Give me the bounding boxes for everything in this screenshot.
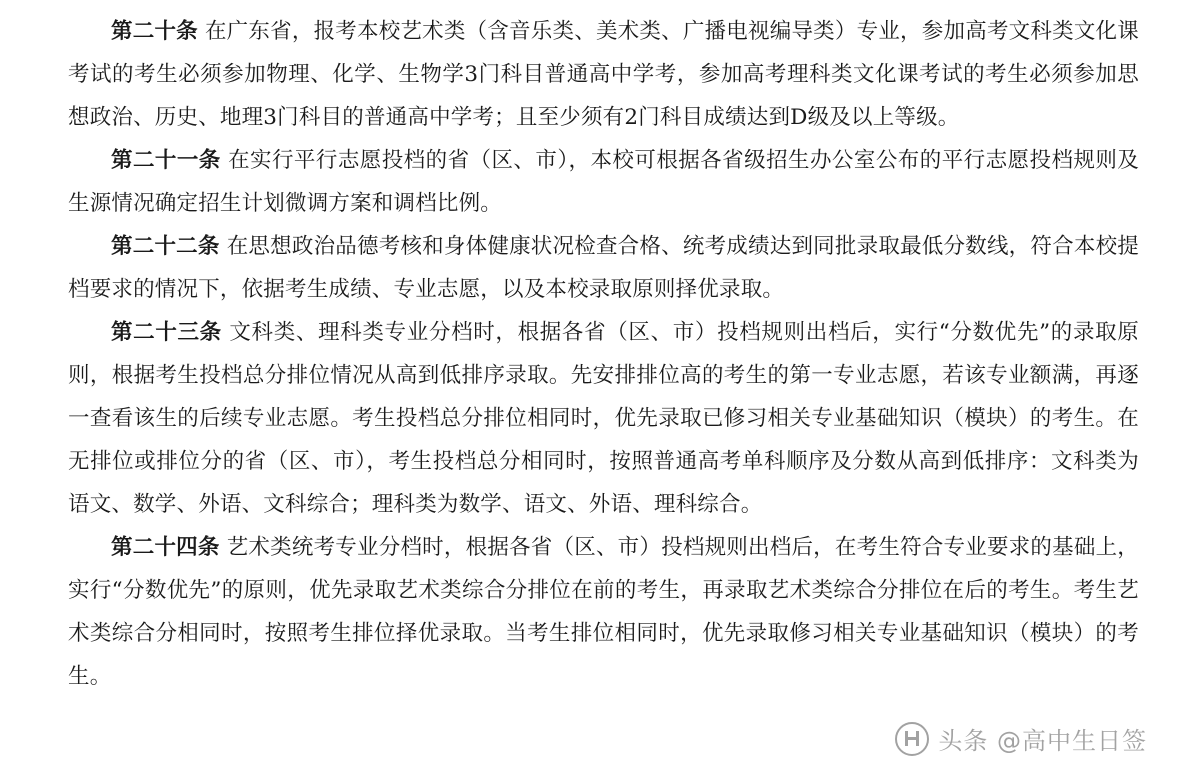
article-number-24: 第二十四条 bbox=[111, 535, 220, 560]
article-body-22: 在思想政治品德考核和身体健康状况检查合格、统考成绩达到同批录取最低分数线，符合本校提档要求的情况下，依据考生成绩、专业志愿，以及本校录取原则择优录取。 bbox=[68, 234, 1139, 302]
logo-icon bbox=[895, 722, 929, 756]
article-number-22: 第二十二条 bbox=[111, 234, 220, 259]
paragraph-article-21 bbox=[68, 139, 1139, 225]
paragraph-article-22 bbox=[68, 225, 1139, 311]
article-body-23: 文科类、理科类专业分档时，根据各省（区、市）投档规则出档后，实行“分数优先”的录取原则，根据考生投档总分排位情况从高到低排序录取。先安排排位高的考生的第一专业志愿，若该专业额满，再逐一查看该生的后续专业志愿。考生投档总分排位相同时，优先录取已修习相关专业基础知识（模块）的考生。在无排位或排位分的省（区、市），考生投档总分相同时，按照普通高考单科顺序及分数从高到低排序：文科类为语文、数学、外语、文科综合；理科类为数学、语文、外语、理科综合。 bbox=[68, 320, 1139, 517]
article-body-24: 艺术类统考专业分档时，根据各省（区、市）投档规则出档后，在考生符合专业要求的基础上，实行“分数优先”的原则，优先录取艺术类综合分排位在前的考生，再录取艺术类综合分排位在后的考生。考生艺术类综合分相同时，按照考生排位择优录取。当考生排位相同时，优先录取修习相关专业基础知识（模块）的考生。 bbox=[68, 535, 1139, 689]
paragraph-article-20 bbox=[68, 10, 1139, 139]
article-number-23: 第二十三条 bbox=[111, 320, 222, 345]
paragraph-article-24 bbox=[68, 526, 1139, 698]
watermark-text: 头条 @高中生日签 bbox=[938, 727, 1147, 755]
article-number-20: 第二十条 bbox=[111, 19, 198, 44]
article-body-20: 在广东省，报考本校艺术类（含音乐类、美术类、广播电视编导类）专业，参加高考文科类文化课考试的考生必须参加物理、化学、生物学3门科目普通高中学考，参加高考理科类文化课考试的考生必须参加思想政治、历史、地理3门科目的普通高中学考；且至少须有2门科目成绩达到D级及以上等级。 bbox=[68, 19, 1139, 130]
article-body-21: 在实行平行志愿投档的省（区、市），本校可根据各省级招生办公室公布的平行志愿投档规则及生源情况确定招生计划微调方案和调档比例。 bbox=[68, 148, 1139, 216]
watermark bbox=[895, 721, 1147, 756]
paragraph-article-23 bbox=[68, 311, 1139, 526]
article-number-21: 第二十一条 bbox=[111, 148, 221, 173]
